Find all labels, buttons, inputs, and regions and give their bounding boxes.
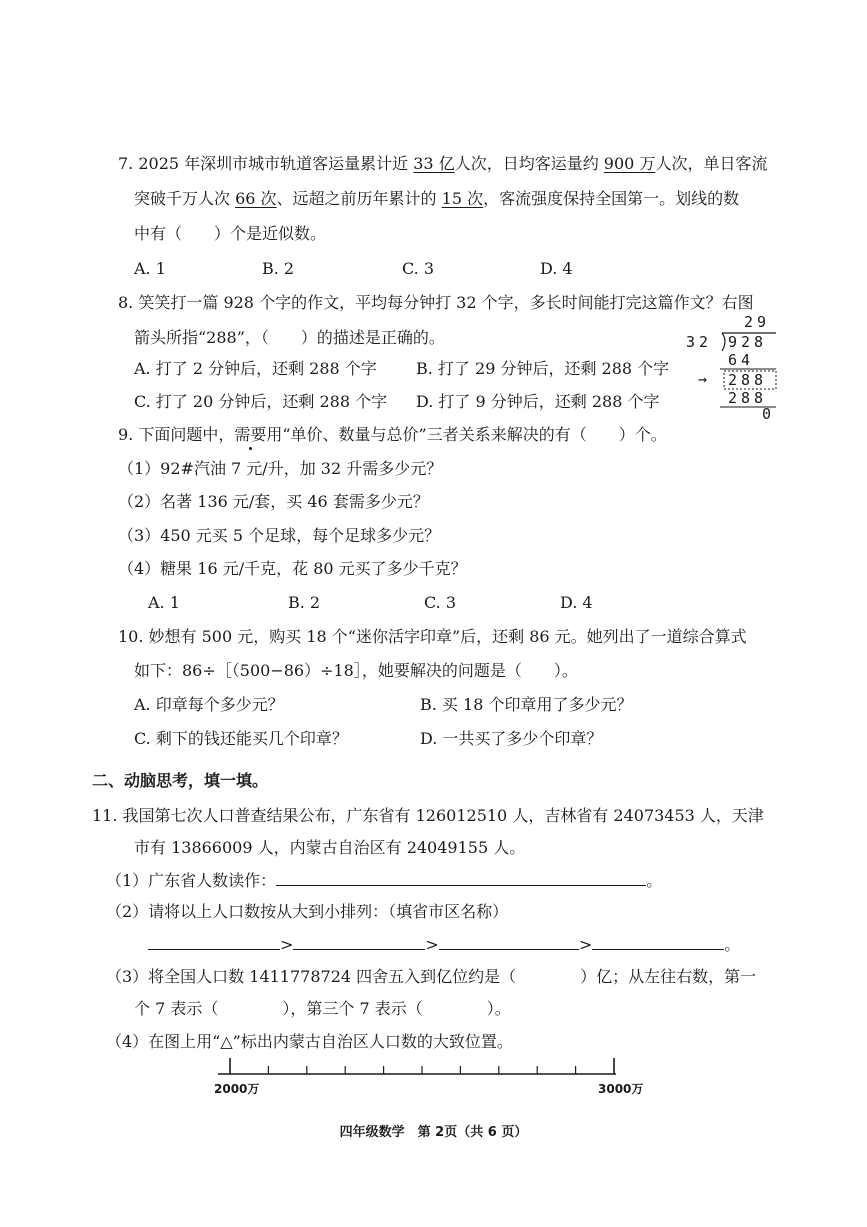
q11-part-4-label: （4）在图上用“△”标出内蒙古自治区人口数的大致位置。 xyxy=(106,1032,513,1051)
rank-blank-4[interactable] xyxy=(592,933,724,950)
q7-text-d: 突破千万人次 xyxy=(134,189,236,208)
q10-line-2: 如下：86÷［（500−86）÷18］，她要解决的问题是（ ）。 xyxy=(134,661,578,680)
q9-option-b: B. 2 xyxy=(288,593,321,612)
q7-underlined-2: 900 万 xyxy=(603,154,656,173)
division-divisor: 32 xyxy=(686,333,713,351)
q10-option-c: C. 剩下的钱还能买几个印章？ xyxy=(134,729,348,748)
rank-blank-2[interactable] xyxy=(293,933,425,950)
q7-line-3: 中有（ ）个是近似数。 xyxy=(134,224,327,243)
q7-text-c: 人次，单日客流 xyxy=(655,154,768,173)
q9-option-c: C. 3 xyxy=(424,593,457,612)
q9-line-1 xyxy=(118,424,667,446)
q7-underlined-3: 66 次 xyxy=(235,189,277,208)
q9-item-2: （2）名著 136 元/套，买 46 套需多少元？ xyxy=(118,492,429,511)
q8-option-a: A. 打了 2 分钟后，还剩 288 个字 xyxy=(134,359,377,378)
q11-part-3-line-1: （3）将全国人口数 1411778724 四舍五入到亿位约是（ ）亿；从左往右数，第一 xyxy=(106,967,757,986)
section-2-title: 二、动脑思考，填一填。 xyxy=(92,771,269,790)
q7-text-a: 7. 2025 年深圳市城市轨道客运量累计近 xyxy=(118,154,414,173)
q11-part-2-blanks xyxy=(148,933,740,956)
q7-option-a: A. 1 xyxy=(134,259,166,278)
q11-part-1-label: （1）广东省人数读作： xyxy=(106,871,277,890)
page-footer: 四年级数学 第 2页（共 6 页） xyxy=(339,1125,528,1140)
q8-line-1: 8. 笑笑打一篇 928 个字的作文，平均每分钟打 32 个字，多长时间能打完这篇作文？右图 xyxy=(118,293,754,312)
q11-part-2-label: （2）请将以上人口数按从大到小排列：（填省市区名称） xyxy=(106,902,509,921)
q9-option-a: A. 1 xyxy=(148,593,180,612)
q7-text-b: 人次，日均客运量约 xyxy=(454,154,604,173)
division-step-2: 288 xyxy=(728,371,768,389)
q11-line-1: 11. 我国第七次人口普查结果公布，广东省有 126012510 人，吉林省有 24073453 人，天津 xyxy=(92,806,764,825)
q7-option-d: D. 4 xyxy=(540,259,573,278)
greater-than-sign: > xyxy=(578,935,593,954)
greater-than-sign: > xyxy=(280,935,294,954)
q9-item-1: （1）92#汽油 7 元/升，加 32 升需多少元？ xyxy=(118,459,443,478)
q9-option-d: D. 4 xyxy=(560,593,593,612)
q8-option-b: B. 打了 29 分钟后，还剩 288 个字 xyxy=(416,359,670,378)
number-line xyxy=(208,1056,658,1086)
division-step-3: 288 xyxy=(728,389,768,407)
q8-line-2: 箭头所指“288”，（ ）的描述是正确的。 xyxy=(134,328,445,347)
rank-blank-1[interactable] xyxy=(148,933,280,950)
q8-option-d: D. 打了 9 分钟后，还剩 288 个字 xyxy=(416,392,660,411)
q7-text-e: 、远超之前历年累计的 xyxy=(276,189,442,208)
q11-line-2: 市有 13866009 人，内蒙古自治区有 24049155 人。 xyxy=(134,838,526,857)
q7-option-b: B. 2 xyxy=(262,259,295,278)
q7-text-f: ，客流强度保持全国第一。划线的数 xyxy=(483,189,740,208)
q9-text-a: 9. 下面问题中， xyxy=(118,425,235,444)
q11-part-1 xyxy=(106,869,662,892)
long-division-figure xyxy=(672,313,782,421)
q9-emphasis: 需要 xyxy=(234,425,267,444)
q9-text-b: 用“单价、数量与总价”三者关系来解决的有（ ）个。 xyxy=(266,425,667,444)
division-quotient: 29 xyxy=(744,313,771,331)
q7-option-c: C. 3 xyxy=(402,259,435,278)
rank-blank-3[interactable] xyxy=(439,933,579,950)
q7-underlined-4: 15 次 xyxy=(441,189,484,208)
number-line-end-label: 3000万 xyxy=(598,1082,644,1096)
greater-than-sign: > xyxy=(425,935,439,954)
q10-option-d: D. 一共买了多少个印章？ xyxy=(420,729,603,748)
q11-part-1-end: 。 xyxy=(646,871,663,890)
q10-line-1: 10. 妙想有 500 元，购买 18 个“迷你活字印章”后，还剩 86 元。她列出了一道综合算式 xyxy=(118,627,747,646)
q11-part-3-line-2: 个 7 表示（ ），第三个 7 表示（ ）。 xyxy=(134,999,511,1018)
number-line-start-label: 2000万 xyxy=(214,1082,260,1096)
q10-option-a: A. 印章每个多少元？ xyxy=(134,695,284,714)
q9-item-4: （4）糖果 16 元/千克，花 80 元买了多少千克？ xyxy=(118,559,467,578)
q11-part-2-end: 。 xyxy=(724,935,741,954)
q10-option-b: B. 买 18 个印章用了多少元？ xyxy=(420,695,633,714)
q9-item-3: （3）450 元买 5 个足球，每个足球多少元？ xyxy=(118,526,441,545)
q8-option-c: C. 打了 20 分钟后，还剩 288 个字 xyxy=(134,392,388,411)
q7-underlined-1: 33 亿 xyxy=(413,154,455,173)
division-dividend: 928 xyxy=(728,333,768,351)
q11-part-1-answer-blank[interactable] xyxy=(276,869,646,886)
q7-line-1 xyxy=(118,153,767,175)
q7-line-2 xyxy=(134,188,739,210)
division-remainder: 0 xyxy=(762,405,776,423)
arrow-icon: → xyxy=(698,370,708,388)
division-step-1: 64 xyxy=(728,351,755,369)
